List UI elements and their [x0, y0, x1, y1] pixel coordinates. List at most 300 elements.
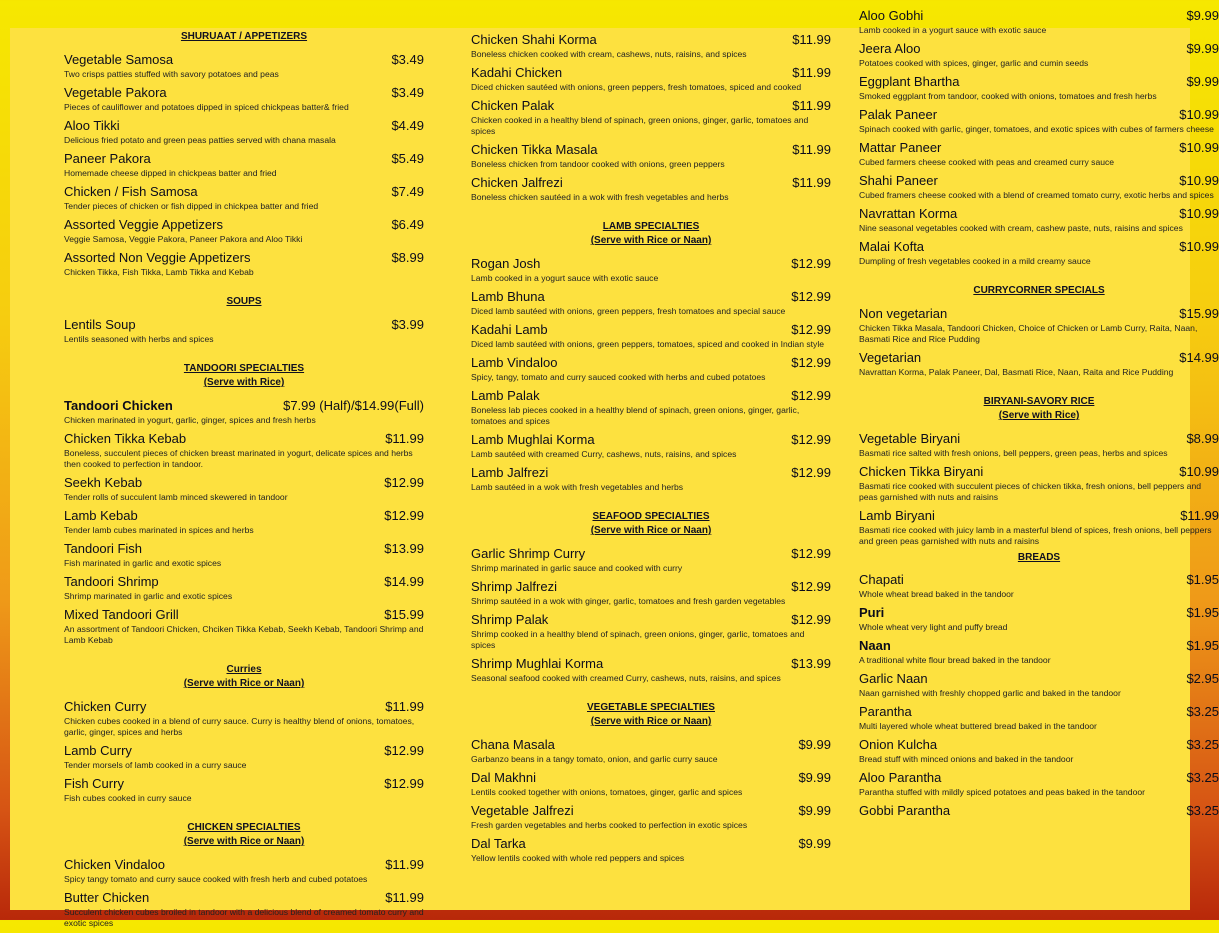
menu-item [64, 606, 424, 646]
item-description: Boneless chicken cooked with cream, cashews, nuts, raisins, and spices [471, 49, 747, 59]
item-description: Fish marinated in garlic and exotic spices [64, 558, 222, 568]
item-price: $11.99 [792, 32, 831, 47]
menu-item [859, 571, 1219, 600]
item-price: $15.99 [384, 607, 424, 622]
item-description: Dumpling of fresh vegetables cooked in a mild creamy sauce [859, 256, 1091, 266]
item-price: $9.99 [798, 836, 831, 851]
item-name: Onion Kulcha [859, 737, 938, 752]
menu-item [64, 84, 424, 113]
item-name: Chapati [859, 572, 904, 587]
item-description: Two crisps patties stuffed with savory potatoes and peas [64, 69, 279, 79]
item-description: Cubed framers cheese cooked with a blend of creamed tomato curry, exotic herbs and spices [859, 190, 1214, 200]
item-description: Boneless, succulent pieces of chicken breast marinated in yogurt, delicate spices and herbs then cooked to perfection in tandoor. [64, 448, 413, 469]
menu-item-line [64, 183, 424, 200]
menu-item [859, 205, 1219, 234]
item-description: Diced lamb sautéed with onions, green peppers, tomatoes, spiced and cooked in Indian style [471, 339, 825, 349]
menu-item [64, 216, 424, 245]
menu-item [64, 742, 424, 771]
item-price: $3.25 [1186, 704, 1219, 719]
item-price: $12.99 [791, 355, 831, 370]
menu-item-line [471, 835, 831, 852]
item-name: Jeera Aloo [859, 41, 921, 56]
menu-items [64, 51, 424, 278]
item-price: $9.99 [1186, 41, 1219, 56]
section-title: SHURUAAT / APPETIZERS [180, 31, 308, 42]
item-description: Cubed farmers cheese cooked with peas and creamed curry sauce [859, 157, 1115, 167]
section-subtitle: (Serve with Rice) [998, 410, 1080, 421]
item-price: $12.99 [791, 289, 831, 304]
menu-item-line [64, 397, 424, 414]
item-description: Homemade cheese dipped in chickpeas batter and fried [64, 168, 277, 178]
menu-item [859, 604, 1219, 633]
menu-item [859, 7, 1219, 36]
item-description: Chicken marinated in yogurt, garlic, ginger, spices and fresh herbs [64, 415, 316, 425]
item-description: Garbanzo beans in a tangy tomato, onion, and garlic curry sauce [471, 754, 718, 764]
menu-item-line [64, 573, 424, 590]
item-description: Veggie Samosa, Veggie Pakora, Paneer Pakora and Aloo Tikki [64, 234, 303, 244]
menu-item [471, 611, 831, 651]
menu-item-line [859, 7, 1219, 24]
menu-item [859, 463, 1219, 503]
menu-item [64, 856, 424, 885]
item-price: $9.99 [798, 770, 831, 785]
menu-item-line [859, 507, 1219, 524]
item-price: $11.99 [792, 98, 831, 113]
item-description: Lentils cooked together with onions, tomatoes, ginger, garlic and spices [471, 787, 743, 797]
item-price: $3.99 [391, 317, 424, 332]
item-description: Basmati rice salted with fresh onions, bell peppers, green peas, herbs and spices [859, 448, 1168, 458]
menu-item-line [859, 430, 1219, 447]
item-name: Shahi Paneer [859, 173, 938, 188]
item-price: $11.99 [792, 142, 831, 157]
item-description: Whole wheat bread baked in the tandoor [859, 589, 1014, 599]
menu-item-line [471, 354, 831, 371]
item-description: Naan garnished with freshly chopped garlic and baked in the tandoor [859, 688, 1121, 698]
section-title: BIRYANI-SAVORY RICE [983, 396, 1095, 407]
item-description: Shrimp sautéed in a wok with ginger, garlic, tomatoes and fresh garden vegetables [471, 596, 786, 606]
section-title: CURRYCORNER SPECIALS [973, 285, 1105, 296]
item-description: Multi layered whole wheat buttered bread baked in the tandoor [859, 721, 1097, 731]
item-name: Aloo Gobhi [859, 8, 924, 23]
item-name: Chicken Jalfrezi [471, 175, 563, 190]
item-name: Lamb Kebab [64, 508, 138, 523]
item-description: Lamb cooked in a yogurt sauce with exotic sauce [859, 25, 1047, 35]
menu-item [859, 507, 1219, 547]
menu-item-line [471, 141, 831, 158]
item-name: Mixed Tandoori Grill [64, 607, 179, 622]
menu-item [471, 174, 831, 203]
item-name: Tandoori Shrimp [64, 574, 159, 589]
menu-item [64, 775, 424, 804]
item-price: $2.95 [1186, 671, 1219, 686]
item-price: $3.49 [391, 85, 424, 100]
item-description: Whole wheat very light and puffy bread [859, 622, 1008, 632]
item-price: $11.99 [385, 890, 424, 905]
menu-item-line [64, 316, 424, 333]
menu-item-line [64, 540, 424, 557]
menu-items [64, 856, 424, 929]
item-price: $11.99 [792, 65, 831, 80]
item-description: An assortment of Tandoori Chicken, Chciken Tikka Kebab, Seekh Kebab, Tandoori Shrimp and Lamb Kebab [64, 624, 424, 645]
item-price: $8.99 [1186, 431, 1219, 446]
menu-item [471, 769, 831, 798]
menu-items [859, 571, 1219, 819]
menu-item [64, 889, 424, 929]
menu-item [64, 150, 424, 179]
menu-item [64, 698, 424, 738]
menu-item [471, 141, 831, 170]
menu-item-line [859, 670, 1219, 687]
menu-item [64, 540, 424, 569]
section-title: SOUPS [226, 296, 262, 307]
item-description: Bread stuff with minced onions and baked in the tandoor [859, 754, 1074, 764]
item-description: Fresh garden vegetables and herbs cooked to perfection in exotic spices [471, 820, 748, 830]
menu-item [859, 106, 1219, 135]
item-name: Vegetable Jalfrezi [471, 803, 574, 818]
item-name: Lamb Mughlai Korma [471, 432, 595, 447]
menu-item [64, 316, 424, 345]
menu-item [471, 64, 831, 93]
item-price: $10.99 [1179, 206, 1219, 221]
menu-item [64, 117, 424, 146]
item-price: $12.99 [791, 432, 831, 447]
item-price: $11.99 [385, 857, 424, 872]
item-price: $12.99 [791, 388, 831, 403]
item-price: $1.95 [1186, 605, 1219, 620]
item-name: Vegetable Biryani [859, 431, 961, 446]
menu-items [859, 305, 1219, 378]
item-name: Chicken Tikka Kebab [64, 431, 187, 446]
menu-item-line [64, 216, 424, 233]
item-price: $9.99 [798, 803, 831, 818]
item-name: Lamb Palak [471, 388, 540, 403]
menu-item [859, 238, 1219, 267]
item-price: $9.99 [1186, 8, 1219, 23]
item-description: Seasonal seafood cooked with creamed Curry, cashews, nuts, raisins, and spices [471, 673, 781, 683]
item-name: Mattar Paneer [859, 140, 942, 155]
menu-item [64, 249, 424, 278]
menu-item [471, 802, 831, 831]
menu-item-line [471, 321, 831, 338]
item-name: Non vegetarian [859, 306, 948, 321]
menu-item-line [471, 174, 831, 191]
item-price: $7.49 [391, 184, 424, 199]
item-price: $12.99 [791, 612, 831, 627]
menu-items [471, 545, 831, 684]
section-subtitle: (Serve with Rice or Naan) [590, 525, 712, 536]
menu-item-line [64, 150, 424, 167]
item-price: $12.99 [384, 508, 424, 523]
item-price: $12.99 [791, 322, 831, 337]
item-description: Shrimp marinated in garlic sauce and cooked with curry [471, 563, 683, 573]
item-name: Garlic Naan [859, 671, 928, 686]
item-price: $11.99 [385, 431, 424, 446]
menu-item [859, 305, 1219, 345]
item-description: Diced lamb sautéed with onions, green peppers, fresh tomatoes and special sauce [471, 306, 786, 316]
menu-items [64, 316, 424, 345]
item-description: Tender pieces of chicken or fish dipped in chickpea batter and fried [64, 201, 319, 211]
section-title: CHICKEN SPECIALTIES [187, 822, 301, 833]
menu-item-line [471, 31, 831, 48]
menu-item-line [64, 84, 424, 101]
item-name: Kadahi Lamb [471, 322, 548, 337]
menu-item-line [64, 474, 424, 491]
menu-item-line [859, 205, 1219, 222]
item-description: Boneless lab pieces cooked in a healthy blend of spinach, green onions, ginger, garlic, tomatoes and spices [471, 405, 800, 426]
menu-item-line [471, 431, 831, 448]
menu-item-line [64, 249, 424, 266]
menu-items [471, 255, 831, 493]
item-name: Assorted Veggie Appetizers [64, 217, 223, 232]
item-price: $12.99 [384, 475, 424, 490]
item-price: $4.49 [391, 118, 424, 133]
item-name: Chicken Tikka Biryani [859, 464, 984, 479]
menu-item-line [471, 464, 831, 481]
item-price: $3.25 [1186, 737, 1219, 752]
item-description: A traditional white flour bread baked in the tandoor [859, 655, 1051, 665]
menu-item [64, 474, 424, 503]
menu-item-line [471, 655, 831, 672]
item-name: Naan [859, 638, 891, 653]
item-name: Tandoori Fish [64, 541, 143, 556]
menu-item [859, 637, 1219, 666]
item-name: Chicken Palak [471, 98, 555, 113]
menu-item-line [471, 802, 831, 819]
menu-item-line [471, 255, 831, 272]
item-price: $12.99 [791, 579, 831, 594]
item-name: Vegetable Samosa [64, 52, 174, 67]
menu-item-line [64, 117, 424, 134]
item-price: $12.99 [791, 465, 831, 480]
menu-items [471, 31, 831, 203]
item-description: Chicken Tikka, Fish Tikka, Lamb Tikka and Kebab [64, 267, 254, 277]
item-name: Fish Curry [64, 776, 124, 791]
item-price: $13.99 [384, 541, 424, 556]
item-name: Puri [859, 605, 885, 620]
menu-item [859, 802, 1219, 819]
item-name: Lentils Soup [64, 317, 136, 332]
menu-item [859, 73, 1219, 102]
menu-item-line [859, 571, 1219, 588]
item-price: $8.99 [391, 250, 424, 265]
item-price: $14.99 [1179, 350, 1219, 365]
item-name: Butter Chicken [64, 890, 150, 905]
item-name: Lamb Jalfrezi [471, 465, 549, 480]
item-name: Vegetarian [859, 350, 922, 365]
menu-item [859, 670, 1219, 699]
menu-column-3 [859, 4, 1219, 823]
item-price: $11.99 [792, 175, 831, 190]
menu-item-line [859, 172, 1219, 189]
menu-item-line [859, 305, 1219, 322]
menu-item-line [859, 802, 1219, 819]
section-subtitle: (Serve with Rice or Naan) [590, 716, 712, 727]
item-price: $11.99 [385, 699, 424, 714]
menu-item [471, 655, 831, 684]
item-name: Tandoori Chicken [64, 398, 173, 413]
item-description: Diced chicken sautéed with onions, green peppers, fresh tomatoes, spiced and cooked [471, 82, 802, 92]
item-description: Delicious fried potato and green peas patties served with chana masala [64, 135, 336, 145]
menu-item [471, 31, 831, 60]
menu-items [64, 698, 424, 804]
menu-items [859, 7, 1219, 267]
item-name: Shrimp Mughlai Korma [471, 656, 604, 671]
menu-item-line [859, 637, 1219, 654]
menu-item [859, 703, 1219, 732]
item-price: $3.25 [1186, 770, 1219, 785]
menu-item-line [471, 769, 831, 786]
menu-item [859, 139, 1219, 168]
item-description: Tender morsels of lamb cooked in a curry sauce [64, 760, 247, 770]
menu-item-line [471, 97, 831, 114]
menu-items [859, 430, 1219, 547]
menu-item-line [64, 507, 424, 524]
item-name: Chana Masala [471, 737, 555, 752]
menu-item-line [471, 387, 831, 404]
item-name: Gobbi Parantha [859, 803, 951, 818]
menu-item-line [859, 604, 1219, 621]
item-name: Lamb Curry [64, 743, 132, 758]
item-description: Lamb sautéed with creamed Curry, cashews, nuts, raisins, and spices [471, 449, 737, 459]
item-description: Lamb sautéed in a wok with fresh vegetables and herbs [471, 482, 684, 492]
item-description: Nine seasonal vegetables cooked with cream, cashew paste, nuts, raisins and spices [859, 223, 1183, 233]
item-price: $10.99 [1179, 464, 1219, 479]
section-title: SEAFOOD SPECIALTIES [592, 511, 710, 522]
item-name: Palak Paneer [859, 107, 938, 122]
menu-item [471, 288, 831, 317]
section-title: TANDOORI SPECIALTIES [183, 363, 305, 374]
item-name: Chicken Shahi Korma [471, 32, 597, 47]
menu-item-line [64, 430, 424, 447]
item-name: Chicken Curry [64, 699, 147, 714]
item-description: Shrimp cooked in a healthy blend of spinach, green onions, ginger, garlic, tomatoes and spices [471, 629, 805, 650]
item-description: Lentils seasoned with herbs and spices [64, 334, 214, 344]
item-name: Dal Tarka [471, 836, 526, 851]
item-description: Spinach cooked with garlic, ginger, tomatoes, and exotic spices with cubes of farmers cheese [859, 124, 1214, 134]
menu-item [471, 97, 831, 137]
item-price: $15.99 [1179, 306, 1219, 321]
menu-item [471, 354, 831, 383]
menu-item-line [859, 349, 1219, 366]
menu-item [64, 507, 424, 536]
item-name: Chicken Vindaloo [64, 857, 165, 872]
menu-items [64, 397, 424, 646]
menu-column-1 [64, 28, 424, 933]
menu-item [859, 40, 1219, 69]
item-price: $9.99 [1186, 74, 1219, 89]
menu-item-line [64, 856, 424, 873]
menu-item-line [859, 106, 1219, 123]
item-price: $11.99 [1180, 508, 1219, 523]
item-price: $5.49 [391, 151, 424, 166]
menu-item [859, 769, 1219, 798]
item-description: Chicken Tikka Masala, Tandoori Chicken, Choice of Chicken or Lamb Curry, Raita, Naan, Basmati Rice and Rice Pudding [859, 323, 1198, 344]
item-price: $1.95 [1186, 572, 1219, 587]
menu-item-line [471, 545, 831, 562]
section-title: VEGETABLE SPECIALTIES [587, 702, 715, 713]
item-description: Fish cubes cooked in curry sauce [64, 793, 192, 803]
item-name: Parantha [859, 704, 912, 719]
item-price: $12.99 [384, 743, 424, 758]
item-description: Chicken cooked in a healthy blend of spinach, green onions, ginger, garlic, tomatoes and spices [471, 115, 809, 136]
section-title: BREADS [1017, 552, 1061, 563]
menu-item-line [64, 775, 424, 792]
item-price: $12.99 [384, 776, 424, 791]
item-description: Boneless chicken sautéed in a wok with fresh vegetables and herbs [471, 192, 729, 202]
item-price: $12.99 [791, 256, 831, 271]
item-price: $6.49 [391, 217, 424, 232]
item-name: Aloo Tikki [64, 118, 120, 133]
menu-item-line [64, 889, 424, 906]
item-price: $12.99 [791, 546, 831, 561]
item-description: Shrimp marinated in garlic and exotic spices [64, 591, 233, 601]
menu-item [471, 578, 831, 607]
menu-item-line [471, 64, 831, 81]
item-description: Lamb cooked in a yogurt sauce with exotic sauce [471, 273, 659, 283]
menu-item-line [859, 73, 1219, 90]
item-description: Chicken cubes cooked in a blend of curry sauce. Curry is healthy blend of onions, tomatoes, garlic, ginger, spices and herbs [64, 716, 415, 737]
menu-item [64, 397, 424, 426]
menu-item-line [64, 698, 424, 715]
item-description: Basmati rice cooked with succulent pieces of chicken tikka, fresh onions, bell peppers and peas garnished with nuts and raisins [859, 481, 1202, 502]
item-name: Kadahi Chicken [471, 65, 563, 80]
menu-item-line [859, 40, 1219, 57]
menu-item [471, 736, 831, 765]
item-name: Lamb Vindaloo [471, 355, 558, 370]
item-price: $7.99 (Half)/$14.99(Full) [283, 398, 424, 413]
item-description: Basmati rice cooked with juicy lamb in a masterful blend of spices, fresh onions, bell peppers and green peas garnished with nuts and raisins [859, 525, 1212, 546]
menu-item [859, 172, 1219, 201]
item-description: Tender rolls of succulent lamb minced skewered in tandoor [64, 492, 288, 502]
item-price: $1.95 [1186, 638, 1219, 653]
item-name: Rogan Josh [471, 256, 541, 271]
item-price: $3.49 [391, 52, 424, 67]
menu-items [471, 736, 831, 864]
item-name: Lamb Bhuna [471, 289, 545, 304]
menu-item [64, 430, 424, 470]
menu-item-line [64, 51, 424, 68]
item-name: Lamb Biryani [859, 508, 935, 523]
item-description: Parantha stuffed with mildly spiced potatoes and peas baked in the tandoor [859, 787, 1146, 797]
menu-item [471, 545, 831, 574]
menu-item-line [471, 611, 831, 628]
item-name: Assorted Non Veggie Appetizers [64, 250, 251, 265]
item-name: Seekh Kebab [64, 475, 143, 490]
menu-item [471, 387, 831, 427]
menu-item-line [859, 238, 1219, 255]
menu-item-line [64, 606, 424, 623]
item-name: Shrimp Jalfrezi [471, 579, 557, 594]
item-price: $10.99 [1179, 173, 1219, 188]
menu-column-2 [471, 28, 831, 868]
item-name: Shrimp Palak [471, 612, 549, 627]
section-subtitle: (Serve with Rice or Naan) [183, 678, 305, 689]
item-name: Garlic Shrimp Curry [471, 546, 586, 561]
menu-item [64, 573, 424, 602]
item-description: Navrattan Korma, Palak Paneer, Dal, Basmati Rice, Naan, Raita and Rice Pudding [859, 367, 1174, 377]
item-name: Navrattan Korma [859, 206, 958, 221]
item-price: $13.99 [791, 656, 831, 671]
menu-item [64, 51, 424, 80]
menu-item [859, 430, 1219, 459]
item-name: Chicken / Fish Samosa [64, 184, 198, 199]
menu-panel [10, 8, 1219, 928]
menu-item-line [471, 288, 831, 305]
menu-item [471, 255, 831, 284]
menu-item-line [859, 769, 1219, 786]
item-description: Spicy, tangy, tomato and curry sauced cooked with herbs and cubed potatoes [471, 372, 766, 382]
menu-item-line [859, 139, 1219, 156]
